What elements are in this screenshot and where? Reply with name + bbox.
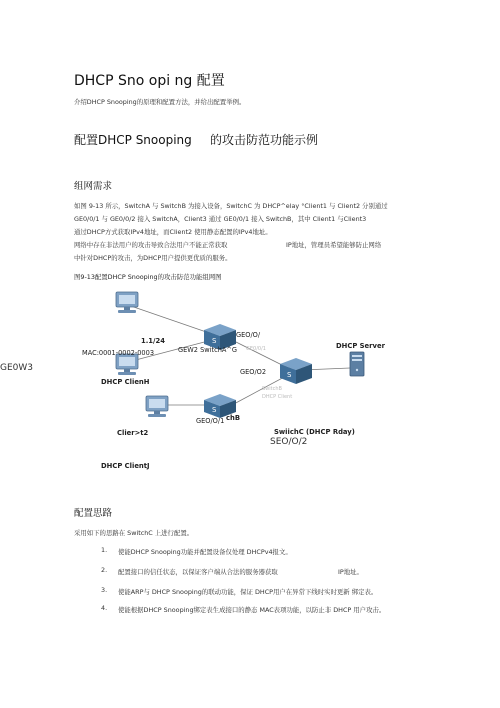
pc-icon [146, 396, 168, 417]
interface-label: GE0W3 [0, 363, 34, 373]
switchc-label: SwiichC (DHCP Rday) [274, 428, 355, 436]
interface-label: SEO/O/2 [270, 437, 308, 447]
networking-line-4b: IP地址，管理员希望能够防止网络 [286, 241, 382, 249]
svg-text:S: S [287, 371, 292, 379]
networking-line-5: 中针对DHCP的攻击，为DHCP用户提供更优质的服务。 [74, 254, 232, 262]
list-item-number: 2. [101, 566, 108, 574]
networking-line-1: 如图 9-13 所示，SwitchA 与 SwitchB 为接入设备，SwitchC 为 DHCP^elay °Client1 与 Client2 分别通过 [74, 202, 388, 210]
client1-label: DHCP ClienH [101, 378, 150, 386]
mac-label: MAC:0001-0002-0003 [82, 349, 155, 357]
faint-label: SwitchB [262, 386, 282, 392]
svg-text:S: S [212, 406, 217, 414]
list-item: 使能根据DHCP Snooping绑定表生成接口的静态 MAC表项功能，以防止非 DHCP 用户攻击。 [118, 606, 386, 614]
pc-icon [116, 354, 138, 375]
pc-icon [116, 292, 138, 313]
link-client1-switcha [128, 305, 215, 335]
faint-label: GE0/0/1 [246, 346, 266, 352]
figure-caption: 图9-13配置DHCP Snooping的攻击防范功能组网图 [74, 273, 222, 281]
port-label: 1.1/24 [141, 337, 165, 345]
section-title-part-a: 配置DHCP Snooping [74, 133, 192, 147]
faint-label: DHCP Client [262, 394, 293, 400]
networking-heading: 组网需求 [74, 181, 113, 192]
svg-text:S: S [212, 337, 217, 345]
client2-label: Clier>t2 [117, 429, 149, 437]
config-heading: 配置思路 [74, 508, 113, 519]
list-item: 配置接口的信任状态，以保证客户端从合法的服务器获取 [118, 568, 278, 576]
interface-label: GEO/O/1 [196, 417, 225, 425]
links [128, 305, 350, 405]
dhcp-server-label: DHCP Server [336, 342, 385, 350]
networking-line-2: GE0/0/1 与 GE0/0/2 接入 SwitchA，Client3 通过 GE0/0/1 接入 SwitchB，其中 Client1 与Client3 [74, 215, 367, 223]
networking-line-4a: 网络中存在非法用户的攻击导致合法用户不能正常获取 [74, 241, 228, 249]
list-item-number: 1. [101, 546, 108, 554]
list-item-number: 4. [101, 604, 108, 612]
client3-label: DHCP ClientJ [101, 462, 150, 470]
interface-label: GEO/O2 [240, 368, 267, 376]
link-switcha-switchc [232, 340, 288, 368]
switchb-label: chB [226, 414, 241, 422]
list-item: IP地址。 [338, 568, 363, 576]
page-title: DHCP Sno opi ng 配置 [74, 73, 225, 89]
config-intro: 采用如下的思路在 SwitchC 上进行配置。 [74, 529, 194, 537]
intro-text: 介绍DHCP Snooping的原理和配置方法，并给出配置举例。 [74, 98, 246, 106]
list-item: 使能DHCP Snooping功能并配置设备仅处理 DHCPv4报文。 [118, 548, 292, 556]
list-item: 使能ARP与 DHCP Snooping的联动功能，保证 DHCP用户在异常下线时实时更新 绑定表。 [118, 588, 378, 596]
networking-line-3: 通过DHCP方式获取IPv4地址，而Client2 使用静态配置的IPv4地址。 [74, 228, 272, 236]
switch-icon [280, 358, 312, 384]
switcha-label: GEW2 SwitchA^G [178, 346, 238, 354]
section-title-part-b: 的攻击防范功能示例 [210, 133, 319, 147]
interface-label: GEO/O/ [236, 331, 261, 339]
server-icon [350, 352, 364, 376]
list-item-number: 3. [101, 586, 108, 594]
